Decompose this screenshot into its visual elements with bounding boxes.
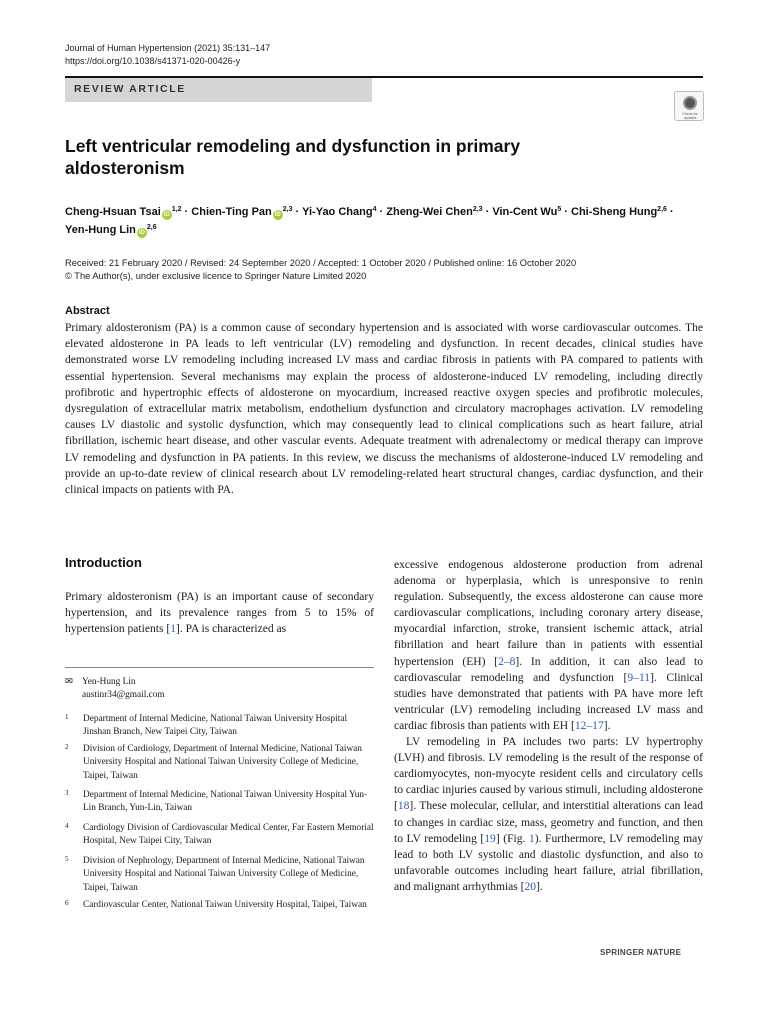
check-badge-text: Check for updates xyxy=(682,112,698,120)
affiliation-item xyxy=(65,855,374,895)
history-dates: Received: 21 February 2020 / Revised: 24 September 2020 / Accepted: 1 October 2020 / Published online: 16 October 2020 xyxy=(65,258,577,268)
author-name[interactable]: Chien-Ting Pan iD$^{2,3}$ xyxy=(191,206,293,218)
reference-link[interactable]: 20 xyxy=(524,880,537,893)
body-text-run: ]. These molecular, cellular, and interstitial alterations can lead to changes in cardiac size, mass, geometry and function, and then to LV remodeling [ xyxy=(394,800,703,845)
article-title: Left ventricular remodeling and dysfunction in primary aldosteronism xyxy=(65,136,521,178)
affiliation-item xyxy=(65,789,374,816)
affiliation-item xyxy=(65,743,374,783)
footnote-rule xyxy=(65,667,374,668)
affiliation-number: 2 xyxy=(65,743,69,751)
body-text-run: ]. xyxy=(603,719,611,732)
publisher-logo: SPRINGER NATURE xyxy=(600,948,682,957)
author-name[interactable]: Yi-Yao Chang$^4$ xyxy=(302,206,377,218)
affiliation-text: Department of Internal Medicine, National Taiwan University Hospital Yun-Lin Branch, Yun-Lin, Taiwan xyxy=(83,790,368,814)
affiliation-number: 3 xyxy=(65,789,69,797)
check-for-updates-icon[interactable] xyxy=(674,91,704,121)
body-text-run: ]. xyxy=(536,880,543,893)
body-text-run: ]. PA is characterized as xyxy=(175,623,287,636)
reference-link[interactable]: 9–11 xyxy=(627,671,651,684)
envelope-icon: ✉ xyxy=(65,676,73,686)
affiliation-text: Division of Cardiology, Department of Internal Medicine, National Taiwan University Hospital and National Taiwan University College of Medicine, Taipei, Taiwan xyxy=(83,744,362,781)
affiliation-number: 1 xyxy=(65,713,69,721)
body-text-run: ]. Clinical studies have demonstrated that patients with PA have more left ventricular (LV) remodeling including increased LV mass and cardiac fibrosis than patients with EH [ xyxy=(394,671,703,732)
journal-citation xyxy=(65,42,270,68)
author-affiliation-number: 2,3 xyxy=(472,206,483,213)
orcid-icon[interactable]: iD xyxy=(274,212,281,218)
reference-link[interactable]: 12–17 xyxy=(574,719,604,732)
correspondence xyxy=(65,675,165,702)
intro-paragraph-2 xyxy=(394,557,703,734)
affiliation-number: 6 xyxy=(65,899,69,907)
author-affiliation-number: 5 xyxy=(557,206,562,213)
body-text-run: ). Furthermore, LV remodeling may lead to both LV systolic and diastolic dysfunction, and also to unfavorable outcomes including heart failure, atrial fibrillation, and malignant arrhythmias [ xyxy=(394,832,703,893)
corresponding-email[interactable]: austinr34@gmail.com xyxy=(82,690,165,700)
introduction-heading: Introduction xyxy=(65,555,142,570)
affiliation-item xyxy=(65,899,374,912)
author-separator: · xyxy=(376,206,387,218)
reference-link[interactable]: 1 xyxy=(170,623,176,636)
body-text-run: ]. In addition, it can also lead to cardiovascular remodeling and dysfunction [ xyxy=(394,655,703,684)
affiliation-item xyxy=(65,822,374,849)
orcid-icon[interactable]: iD xyxy=(163,212,170,218)
author-affiliation-number: 2,6 xyxy=(657,206,667,213)
affiliation-text: Department of Internal Medicine, National Taiwan University Hospital Jinshan Branch, New Taipei City, Taiwan xyxy=(83,714,348,738)
reference-link[interactable]: 1 xyxy=(528,832,535,845)
reference-link[interactable]: 18 xyxy=(397,800,410,813)
author-name[interactable]: Zheng-Wei Chen$^{2,3}$ xyxy=(386,206,483,218)
affiliation-text: Cardiology Division of Cardiovascular Medical Center, Far Eastern Memorial Hospital, New Taipei City, Taiwan xyxy=(83,823,374,847)
body-text-run: LV remodeling in PA includes two parts: LV hypertrophy (LVH) and fibrosis. LV remodeling is the result of the response of cardiomyocytes, non-myocyte resident cells and circulatory cells to cardiac injuries caused by various stimuli, including aldosterone [ xyxy=(394,736,703,813)
copyright-line: © The Author(s), under exclusive licence to Springer Nature Limited 2020 xyxy=(65,271,367,281)
orcid-icon[interactable]: iD xyxy=(138,230,145,236)
update-ring-icon xyxy=(683,96,697,110)
author-separator: · xyxy=(181,206,192,218)
abstract-heading: Abstract xyxy=(65,305,110,317)
intro-paragraph-1 xyxy=(65,589,374,638)
body-text-run: Primary aldosteronism (PA) is an important cause of secondary hypertension, and its prevalence ranges from 5 to 15% of hypertension patients [ xyxy=(65,591,374,636)
publication-dates xyxy=(65,257,576,283)
author-separator: · xyxy=(292,206,303,218)
author-separator: · xyxy=(482,206,493,218)
affiliation-text: Cardiovascular Center, National Taiwan University Hospital, Taipei, Taiwan xyxy=(83,900,367,910)
body-text-run: ] (Fig. xyxy=(495,832,529,845)
article-type-label: REVIEW ARTICLE xyxy=(74,83,186,95)
abstract-text: Primary aldosteronism (PA) is a common cause of secondary hypertension and is associated with worse cardiovascular outcomes. The elevated aldosterone in PA leads to left ventricular (LV) remodeling and dysfunction. In recent decades, clinical studies have demonstrated worse LV remodeling including increased LV mass and cardiac fibrosis in patients with PA compared to patients with essential hypertension. Several mechanisms may explain the process of aldosterone-induced LV remodeling, including directly profibrotic and hypertrophic effects of aldosterone on myocardium, increased reactive oxygen species and profibrotic molecules, dysregulation of extracellular matrix metabolism, endothelium dysfunction and circulatory macrophages activation. LV remodeling causes LV diastolic and systolic dysfunction, which may consequently lead to clinical complications such as heart failure, atrial fibrillation, ischemic heart disease, and other vascular events. Adequate treatment with adrenalectomy or medical therapy can improve LV remodeling and dysfunction in PA patients. In this review, we discuss the mechanisms of aldosterone-induced LV remodeling and provide an up-to-date review of clinical research about LV remodeling-related heart structural changes, cardiac dysfunction, and their clinical impacts on patients with PA. xyxy=(65,322,703,497)
author-separator: · xyxy=(561,206,572,218)
body-text-run: excessive endogenous aldosterone production from adrenal adenoma or hyperplasia, which is unresponsive to renin regulation. Subsequently, the excess aldosterone can cause more cardiovascular complications, including coronary artery disease, myocardial infarction, stroke, transient ischemic attack, atrial fibrillation and heart failure than in patients with essential hypertension (EH) [ xyxy=(394,559,703,668)
intro-paragraph-3 xyxy=(394,734,703,895)
doi-link[interactable]: https://doi.org/10.1038/s41371-020-00426-y xyxy=(65,56,241,66)
author-separator: · xyxy=(666,206,674,218)
author-name[interactable]: Vin-Cent Wu$^5$ xyxy=(492,206,562,218)
author-name[interactable]: Cheng-Hsuan Tsai iD$^{1,2}$ xyxy=(65,206,182,218)
affiliation-number: 4 xyxy=(65,822,69,830)
reference-link[interactable]: 2–8 xyxy=(498,655,516,668)
citation-line: Journal of Human Hypertension (2021) 35:131–147 xyxy=(65,43,271,53)
author-affiliation-number: 1,2 xyxy=(171,206,182,213)
reference-link[interactable]: 19 xyxy=(484,832,496,845)
right-column xyxy=(394,557,703,895)
affiliation-number: 5 xyxy=(65,855,69,863)
author-affiliation-number: 2,3 xyxy=(282,206,293,213)
author-affiliation-number: 2,6 xyxy=(146,224,157,231)
author-list xyxy=(65,203,705,239)
affiliation-text: Division of Nephrology, Department of Internal Medicine, National Taiwan University Hospital and National Taiwan University College of Medicine, Taipei, Taiwan xyxy=(83,856,365,893)
author-name[interactable]: Chi-Sheng Hung$^{2,6}$ xyxy=(571,206,667,218)
author-affiliation-number: 4 xyxy=(372,206,377,213)
corresponding-author: Yen-Hung Lin xyxy=(82,677,136,687)
author-name[interactable]: Yen-Hung Lin iD$^{2,6}$ xyxy=(65,224,157,236)
affiliation-item xyxy=(65,713,374,740)
